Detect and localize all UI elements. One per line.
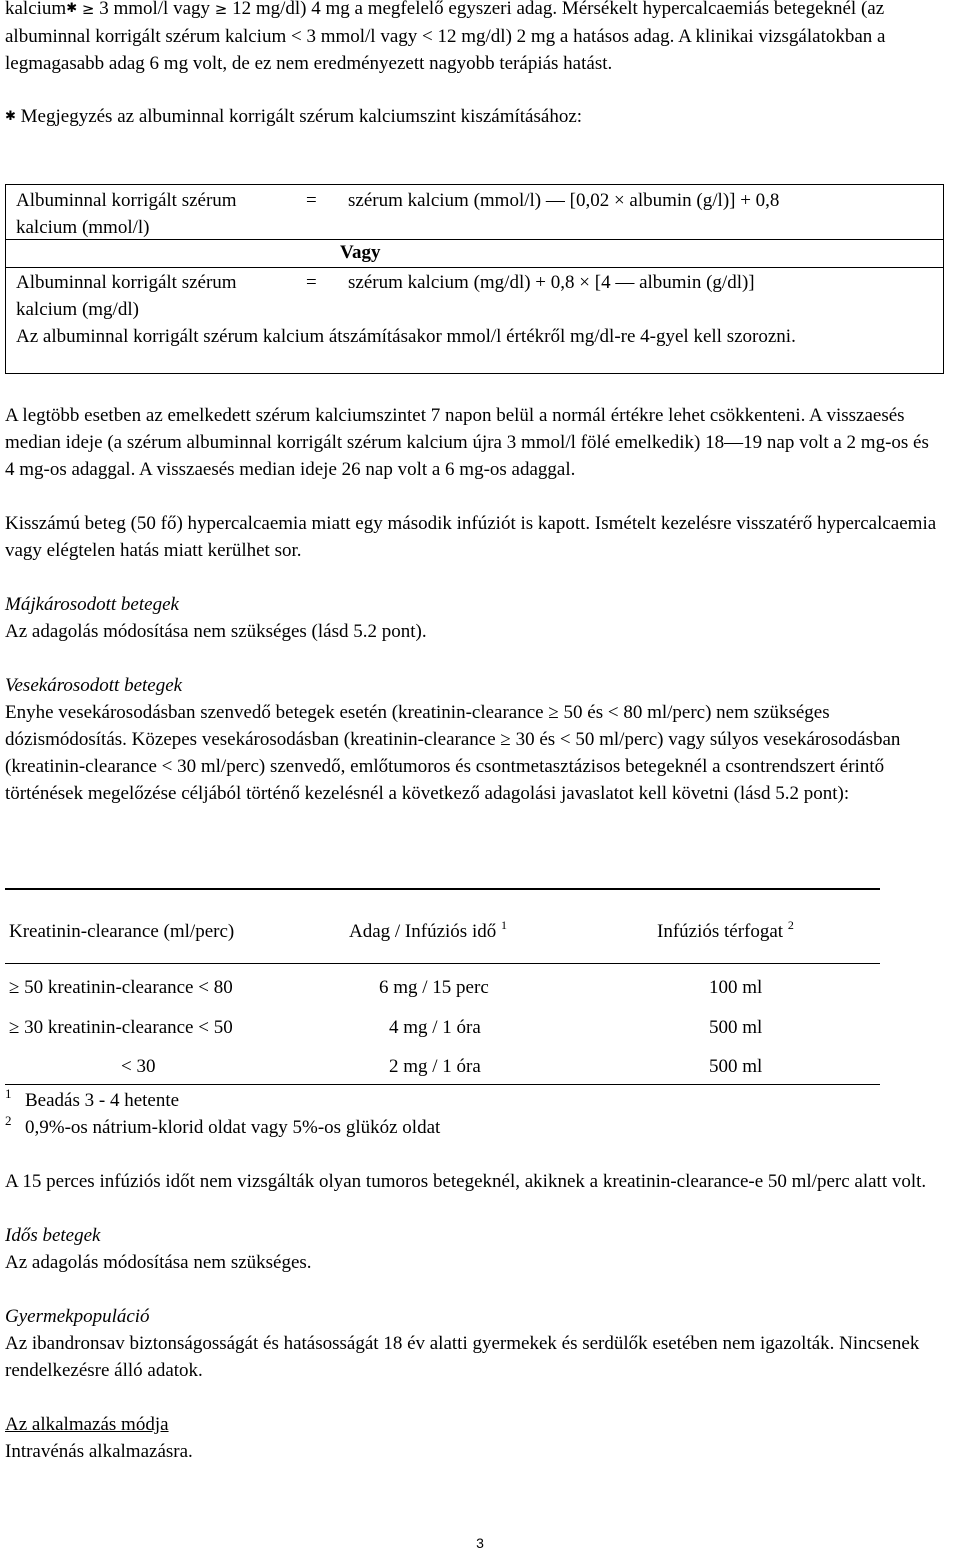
- formula-equals: =: [306, 272, 317, 293]
- table-cell: 6 mg / 15 perc: [379, 977, 489, 998]
- formula-label-mmol: Albuminnal korrigált szérum kalcium (mmol/l): [16, 190, 237, 238]
- intro-line1: kalcium: [5, 0, 67, 19]
- formula-row-or: [6, 239, 943, 268]
- formula-label-mgdl: Albuminnal korrigált szérum kalcium (mg/dl): [16, 272, 237, 320]
- formula-or-label: Vagy: [340, 242, 381, 263]
- table-cell: ≥ 30 kreatinin-clearance < 50: [9, 1017, 233, 1038]
- relapse-paragraph: A legtöbb esetben az emelkedett szérum kalciumszintet 7 napon belül a normál értékre lehet csökkenteni. A visszaesés median ideje (a szérum albuminnal korrigált szérum kalcium újra 3 mmol/l fölé emelkedik) 18―19 nap volt a 2 mg-os és 4 mg-os adaggal. A visszaesés median ideje 26 nap volt a 6 mg-os adaggal.: [5, 405, 929, 480]
- formula-note-heading: ✱ Megjegyzés az albuminnal korrigált szérum kalciumszint kiszámításához:: [5, 106, 583, 127]
- table-top-rule: [5, 888, 880, 890]
- elderly-text: Az adagolás módosítása nem szükséges.: [5, 1252, 312, 1273]
- intro-rest: betegeknél (az albuminnal korrigált szérum kalcium < 3 mmol/l vagy < 12 mg/dl) 2 mg a hatásos adag. A klinikai vizsgálatokban a legmagasabb adag 6 mg volt, de ez nem eredményezett nagyobb terápiás hatást.: [5, 0, 886, 74]
- table-cell: 100 ml: [709, 977, 763, 998]
- footnote: [5, 1087, 440, 1114]
- footnote-text: 0,9%-os nátrium-klorid oldat vagy 5%-os glükóz oldat: [25, 1117, 441, 1138]
- footnote-number: 2: [5, 1113, 12, 1128]
- page-number: 3: [476, 1535, 484, 1551]
- second-infusion-paragraph: Kisszámú beteg (50 fő) hypercalcaemia miatt egy második infúziót is kapott. Ismételt kezelésre visszatérő hypercalcaemia vagy elégtelen hatás miatt kerülhet sor.: [5, 513, 937, 561]
- formula-expression-mmol: szérum kalcium (mmol/l) ― [0,02 × albumin (g/l)] + 0,8: [348, 190, 780, 211]
- pediatric-text: Az ibandronsav biztonságosságát és hatásosságát 18 év alatti gyermekek és serdülők esetében nem igazolták. Nincsenek rendelkezésre álló adatok.: [5, 1333, 920, 1381]
- table-cell: 500 ml: [709, 1056, 763, 1077]
- geq-icon: ≥: [214, 0, 228, 18]
- formula-row-mgdl: [6, 267, 943, 323]
- footnote: [5, 1114, 440, 1141]
- kidney-heading: Vesekárosodott betegek: [5, 675, 183, 696]
- kidney-text: Enyhe vesekárosodásban szenvedő betegek esetén (kreatinin-clearance ≥ 50 és < 80 ml/perc) nem szükséges dózismódosítás. Közepes vesekárosodásban (kreatinin-clearance ≥ 30 és < 50 ml/perc) vagy súlyos vesekárosodásban (kreatinin-clearance < 30 ml/perc) szenvedő, emlőtumoros és csontmetasztázisos betegeknél a csontrendszert érintő történések megelőzése céljából történő kezelésnél a következő adagolási javaslatot kell követni (lásd 5.2 pont):: [5, 702, 901, 804]
- footnote-number: 1: [5, 1086, 12, 1101]
- formula-equals: =: [306, 190, 317, 211]
- main-text: [5, 402, 940, 807]
- formula-row-mmol: [6, 185, 943, 240]
- table-cell: ≥ 50 kreatinin-clearance < 80: [9, 977, 233, 998]
- footnote-text: Beadás 3 - 4 hetente: [25, 1090, 180, 1111]
- liver-heading: Májkárosodott betegek: [5, 594, 179, 615]
- table-header-rule: [5, 963, 880, 964]
- asterisk-icon: ✱: [5, 109, 16, 124]
- administration-text: Intravénás alkalmazásra.: [5, 1441, 193, 1462]
- table-cell: 4 mg / 1 óra: [389, 1017, 481, 1038]
- table-footnotes: [5, 1087, 440, 1141]
- intro-line1c: 12 mg/dl) 4 mg a megfelelő egyszeri adag. Mérsékelt hypercalcaemiás: [227, 0, 770, 19]
- table-cell: 2 mg / 1 óra: [389, 1056, 481, 1077]
- asterisk-icon: ✱: [66, 1, 78, 16]
- table-cell: < 30: [121, 1056, 156, 1077]
- administration-heading: Az alkalmazás módja: [5, 1414, 169, 1435]
- table-header-volume: Infúziós térfogat $^2$: [657, 918, 794, 942]
- elderly-heading: Idős betegek: [5, 1225, 101, 1246]
- liver-text: Az adagolás módosítása nem szükséges (lásd 5.2 pont).: [5, 621, 427, 642]
- table-header-dose: Adag / Infúziós idő $^1$: [349, 918, 507, 942]
- formula-conversion-note-row: [6, 323, 943, 373]
- formula-conversion-note: Az albuminnal korrigált szérum kalcium átszámításakor mmol/l értékről mg/dl-re 4-gyel kell szorozni.: [16, 326, 796, 347]
- lower-text: [5, 1168, 940, 1465]
- infusion-time-paragraph: A 15 perces infúziós időt nem vizsgálták olyan tumoros betegeknél, akiknek a kreatinin-clearance-e 50 ml/perc alatt volt.: [5, 1171, 927, 1192]
- table-cell: 500 ml: [709, 1017, 763, 1038]
- pediatric-heading: Gyermekpopuláció: [5, 1306, 150, 1327]
- formula-box: [5, 184, 944, 374]
- table-bottom-rule: [5, 1084, 880, 1085]
- formula-expression-mgdl: szérum kalcium (mg/dl) + 0,8 × [4 ― albumin (g/dl)]: [348, 272, 755, 293]
- intro-paragraph: [5, 0, 940, 77]
- intro-line1b: 3 mmol/l vagy: [94, 0, 215, 19]
- document-page: [5, 0, 940, 130]
- geq-icon: ≥: [81, 0, 95, 18]
- table-header-clearance: Kreatinin-clearance (ml/perc): [9, 921, 235, 942]
